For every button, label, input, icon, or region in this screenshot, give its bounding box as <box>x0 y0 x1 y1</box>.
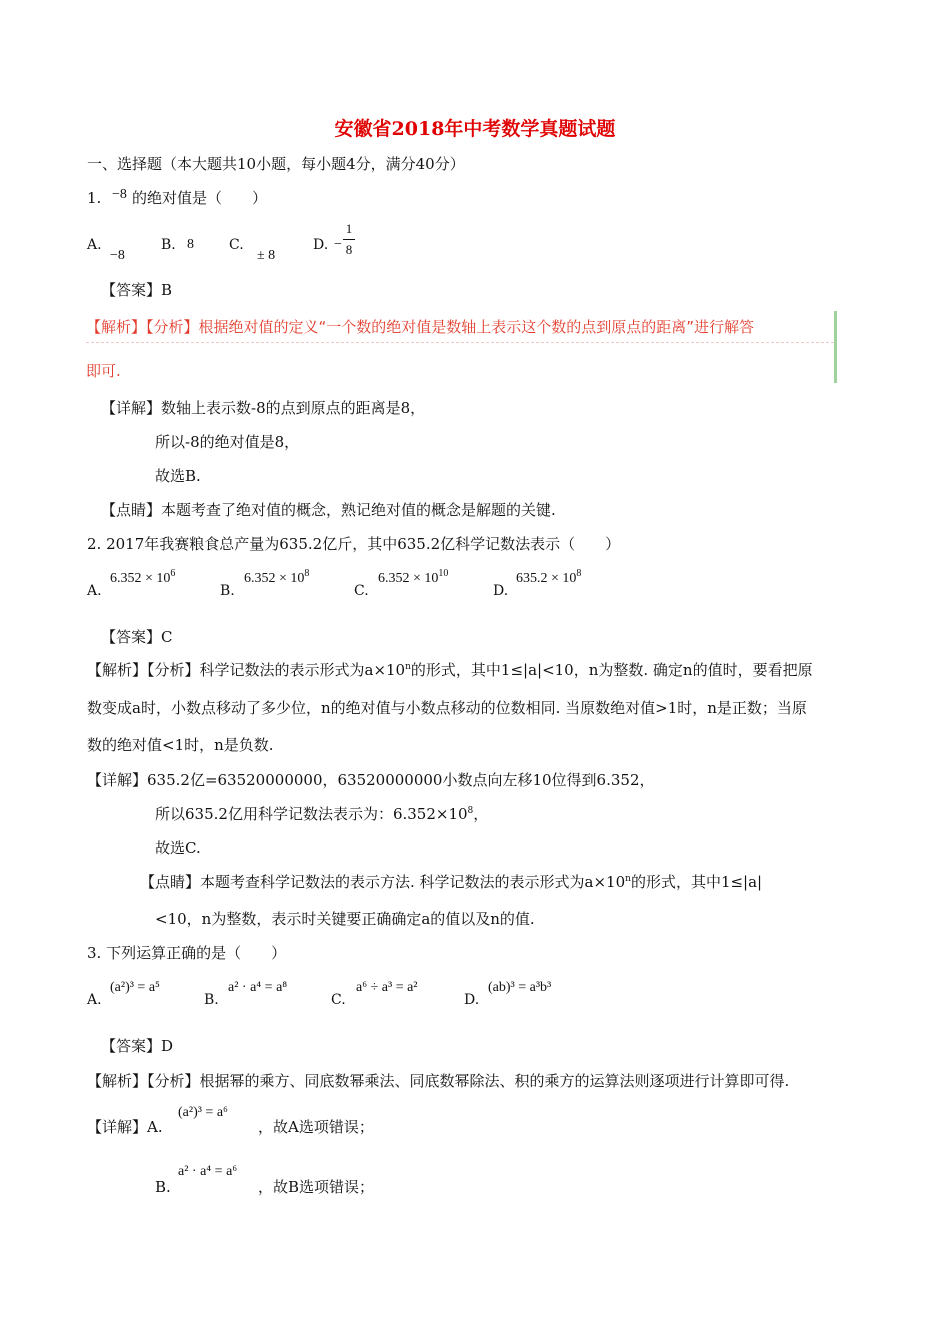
q1-stem-text: 的绝对值是（ ） <box>132 189 268 207</box>
q3-detail-a-text: ，故A选项错误； <box>258 1118 374 1136</box>
q1-option-a-label: A. <box>87 237 102 253</box>
q3-option-d-math: (ab)³ = a³b³ <box>488 980 552 995</box>
q3-option-a-label: A. <box>87 992 102 1008</box>
divider <box>86 342 834 344</box>
q1-option-d-fraction <box>343 221 355 258</box>
q1-option-d-label: D. <box>313 237 329 253</box>
q2-detail-line2: 所以635.2亿用科学记数法表示为：$6.352\times 10^8$， <box>155 805 489 823</box>
q2-option-c-math: $6.352 \times 10^{10}$ <box>378 568 449 586</box>
q1-stem-math: −8 <box>112 187 127 202</box>
q2-option-d-math: $635.2 \times 10^8$ <box>516 568 582 586</box>
section-heading: 一、选择题（本大题共10小题，每小题4分，满分40分） <box>87 155 465 173</box>
q2-analysis-line1: 【解析】【分析】科学记数法的表示形式为$a\times 10^n$的形式，其中1≤|a|<10，n为整数. 确定n的值时，要看把原 <box>87 661 813 679</box>
q2-option-a-math: $6.352 \times 10^6$ <box>110 568 176 586</box>
fraction-denominator: 8 <box>345 242 353 257</box>
q1-option-b-value: 8 <box>187 237 194 252</box>
q1-option-c-value: ± 8 <box>257 248 276 263</box>
q1-detail-line3: 故选B. <box>155 467 201 485</box>
q2-option-c-label: C. <box>354 583 369 599</box>
q3-detail-b-math: a² · a⁴ = a⁶ <box>178 1164 238 1179</box>
q1-option-b-label: B. <box>161 237 176 253</box>
q1-comment: 【点睛】本题考查了绝对值的概念，熟记绝对值的概念是解题的关键. <box>101 501 556 519</box>
q2-option-b-math: $6.352 \times 10^8$ <box>244 568 310 586</box>
q1-answer: 【答案】B <box>101 281 173 299</box>
q3-detail-a-math: (a²)³ = a⁶ <box>178 1105 228 1120</box>
q1-stem-number: 1. <box>87 189 102 207</box>
q3-detail-b-label: B. <box>155 1178 171 1196</box>
q1-detail-line2: 所以-8的绝对值是8， <box>155 433 300 451</box>
q1-analysis-line2: 即可. <box>86 362 121 380</box>
q3-option-d-label: D. <box>464 992 480 1008</box>
q2-option-a-label: A. <box>87 583 102 599</box>
q3-option-c-label: C. <box>331 992 346 1008</box>
q3-detail-a-label: 【详解】A. <box>87 1118 163 1136</box>
q2-option-b-label: B. <box>220 583 235 599</box>
q1-detail-line1: 【详解】数轴上表示数-8的点到原点的距离是8， <box>101 399 426 417</box>
q3-option-b-math: a² · a⁴ = a⁸ <box>228 980 288 995</box>
q2-answer: 【答案】C <box>101 628 173 646</box>
q3-analysis: 【解析】【分析】根据幂的乘方、同底数幂乘法、同底数幂除法、积的乘方的运算法则逐项进行计算即可得. <box>87 1072 790 1090</box>
q3-option-c-math: a⁶ ÷ a³ = a² <box>356 980 418 995</box>
q1-analysis-line1: 【解析】【分析】根据绝对值的定义“一个数的绝对值是数轴上表示这个数的点到原点的距离”进行解答 <box>86 318 755 336</box>
q1-analysis-box <box>86 311 837 383</box>
q2-option-d-label: D. <box>493 583 509 599</box>
q2-detail-line1: 【详解】635.2亿=63520000000，63520000000小数点向左移10位得到6.352， <box>87 771 655 789</box>
page-title: 安徽省2018年中考数学真题试题 <box>334 118 616 140</box>
q3-stem: 3. 下列运算正确的是（ ） <box>87 944 287 962</box>
q3-answer: 【答案】D <box>101 1037 174 1055</box>
q1-option-c-label: C. <box>229 237 244 253</box>
fraction-numerator: 1 <box>345 221 353 236</box>
fraction-bar <box>343 239 355 240</box>
q3-option-a-math: (a²)³ = a⁵ <box>110 980 160 995</box>
q2-comment-line2: <10，n为整数，表示时关键要正确确定a的值以及n的值. <box>155 910 535 928</box>
q2-detail-line3: 故选C. <box>155 839 201 857</box>
q1-option-d-sign: − <box>334 237 342 252</box>
q2-analysis-line2: 数变成a时，小数点移动了多少位，n的绝对值与小数点移动的位数相同. 当原数绝对值>1时，n是正数；当原 <box>87 699 807 717</box>
q2-comment-line1: 【点睛】本题考查科学记数法的表示方法. 科学记数法的表示形式为$a\times 10^n$的形式，其中1≤|a| <box>140 873 763 891</box>
q1-option-a-value: −8 <box>110 248 125 263</box>
q2-analysis-line3: 数的绝对值<1时，n是负数. <box>87 736 274 754</box>
q3-detail-b-text: ，故B选项错误； <box>258 1178 375 1196</box>
q3-option-b-label: B. <box>204 992 219 1008</box>
q2-stem: 2. 2017年我赛粮食总产量为635.2亿斤，其中635.2亿科学记数法表示（ ） <box>87 535 621 553</box>
